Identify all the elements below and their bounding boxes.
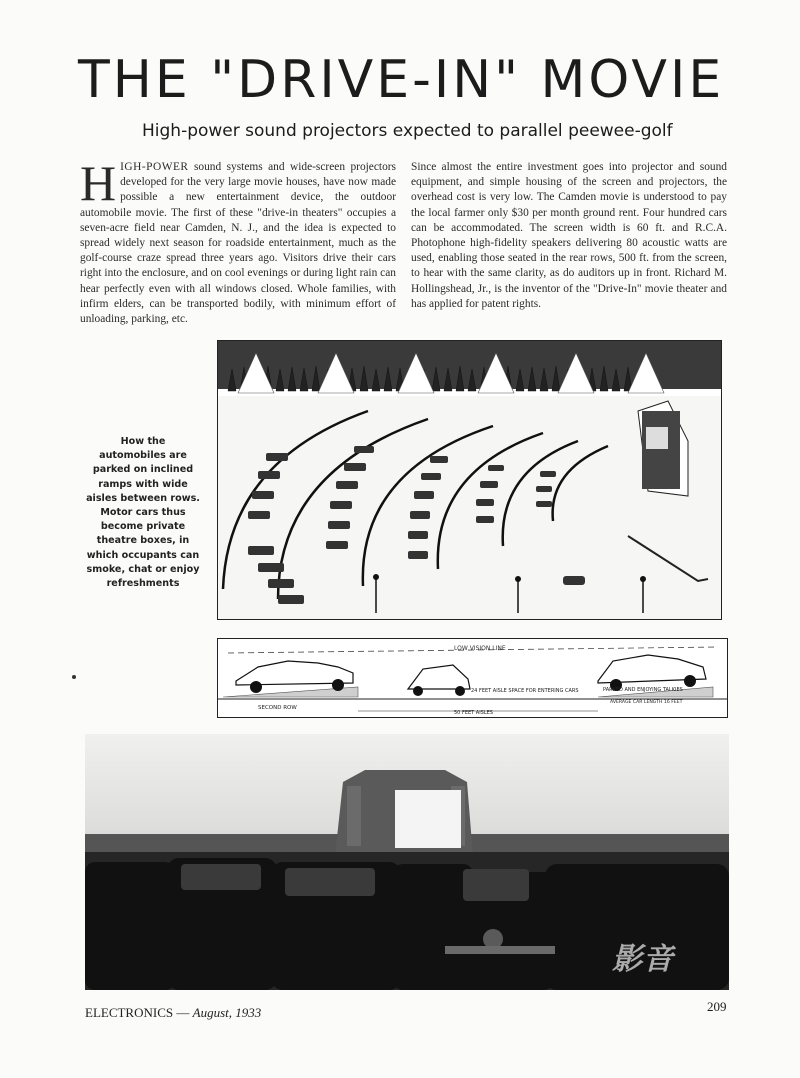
drop-cap: H xyxy=(80,155,117,211)
article-column-left xyxy=(80,155,396,327)
avg-length-label: AVERAGE CAR LENGTH 16 FEET xyxy=(610,700,683,705)
illustration-caption: How the automobiles are parked on inclined ramps with wide aisles between rows. Motor cars thus become private theatre boxes, in which occupants can smoke, chat or enjoy refreshments xyxy=(86,436,200,590)
cross-section-diagram xyxy=(217,638,728,718)
column-left-text: sound systems and wide-screen projectors developed for the very large movie houses, have now made possible a new entertainment device, the outdoor automobile movie. The first of these "drive-in theaters" occupies a seven-acre field near Camden, N. J., and the idea is expected to spread widely next season for roadside entertainment, much as the golf-course craze spread three years ago. Visitors drive their cars right into the enclosure, and on cool evenings or during light rain can hear perfectly even with all windows closed. Whole families, with infirm elders, can be transported bodily, with minimum effort of unloading, parking, etc. xyxy=(80,161,396,326)
lead-caps: IGH-POWER xyxy=(120,161,189,173)
drive-in-photograph xyxy=(85,734,729,990)
aisles-label: 50 FEET AISLES xyxy=(454,710,493,716)
article-title: THE "DRIVE-IN" MOVIE xyxy=(78,50,725,110)
page-number: 209 xyxy=(707,999,727,1014)
watermark: 影音 xyxy=(612,942,674,977)
article-subtitle: High-power sound projectors expected to parallel peewee-golf xyxy=(142,121,673,141)
drive-in-layout-illustration xyxy=(217,340,722,620)
low-vision-line-label: LOW VISION LINE xyxy=(454,645,506,652)
article-column-right xyxy=(411,160,727,312)
parked-label: PARKED AND ENJOYING TALKIES xyxy=(603,687,683,693)
footer-magazine: ELECTRONICS — August, 1933 xyxy=(85,1005,262,1020)
magazine-name: ELECTRONICS xyxy=(85,1005,174,1020)
aisle-space-label: 24 FEET AISLE SPACE FOR ENTERING CARS xyxy=(471,688,579,694)
margin-mark xyxy=(72,675,76,679)
column-right-text: Since almost the entire investment goes into projector and sound equipment, and simple housing of the screen and projectors, the overhead cost is very low. The Camden movie is understood to pay the local farmer only $30 per month ground rent. Four hundred cars can be accommodated. The screen width is 60 ft. and R.C.A. Photophone high-fidelity speakers delivering 80 acoustic watts are used, enabling those seated in the rear rows, 500 ft. from the screen, to hear with the same clarity, as do auditors up in front. Richard M. Hollingshead, Jr., is the inventor of the "Drive-In" movie theater and has applied for patent rights. xyxy=(411,161,727,310)
issue-date: August, 1933 xyxy=(192,1005,262,1020)
second-row-label: SECOND ROW xyxy=(258,705,297,711)
